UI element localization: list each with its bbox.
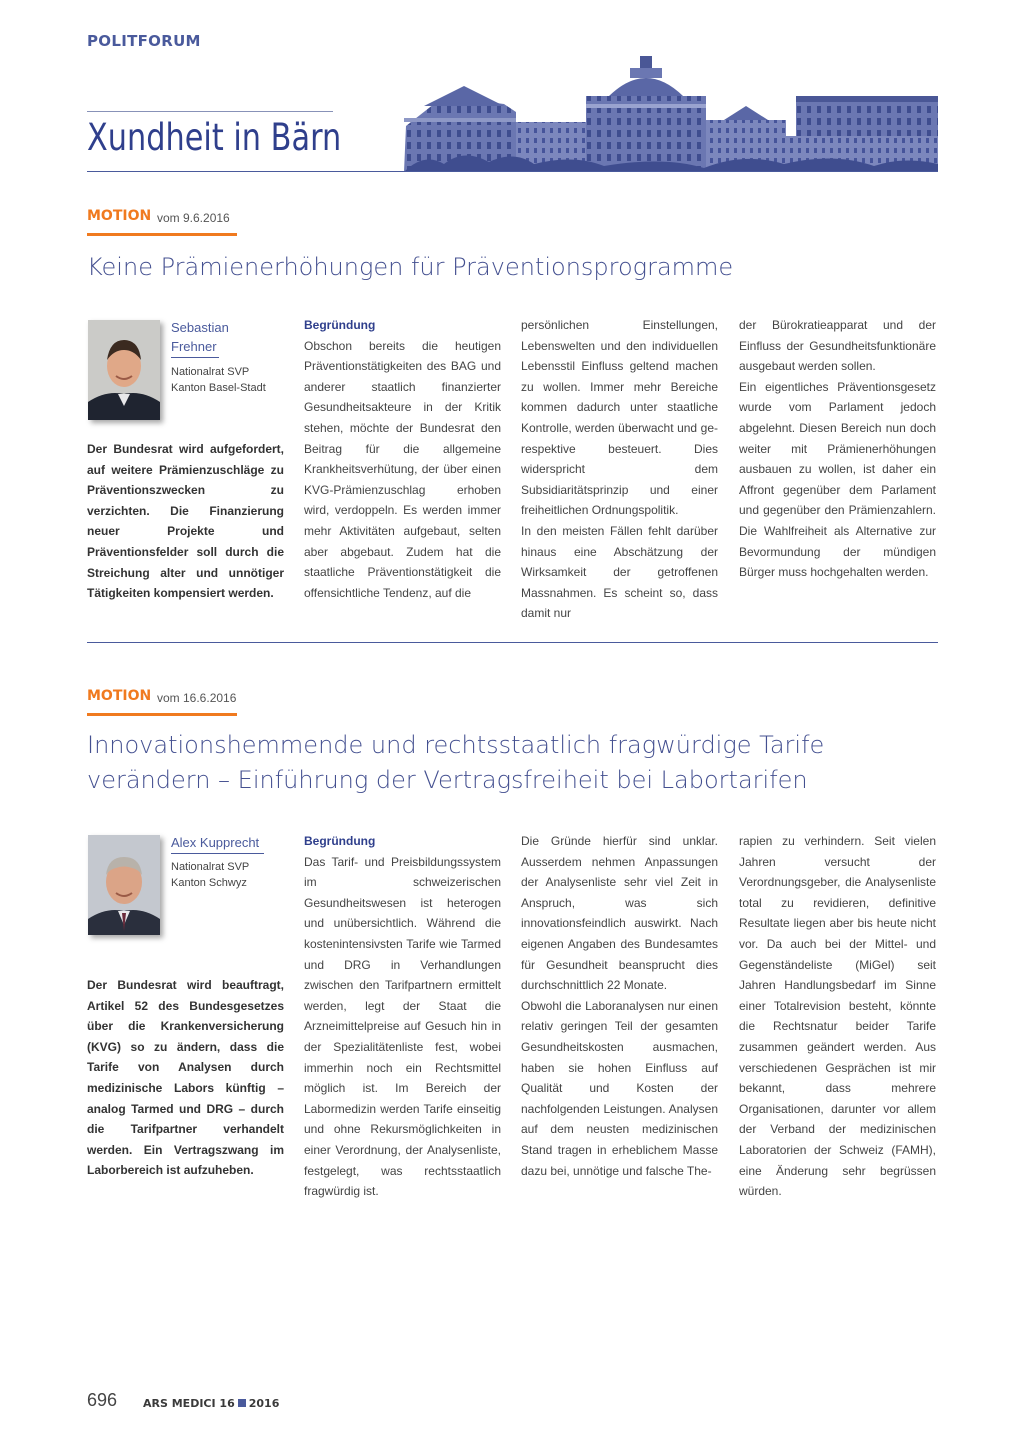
paragraph: rapien zu verhindern. Seit vielen Jahren versucht der Verordnungsgeber, die Analysenliste total zu revidieren, definitive Resultate liegen aber bis heute nicht vor. Da auch bei der Mittel- und Gegenständeliste (MiGel) seit Jahren Handlungsbedarf im Sinne einer Totalrevision besteht, könnte die Rechtsnatur beider Tarife zusammen geändert werden. Aus verschiedenen Gesprächen ist mir bekannt, dass mehrere Organisationen, darunter vor allem der Verband der medizinischen Laboratorien der Schweiz (FAMH), eine Änderung sehr begrüssen würden. — [739, 834, 936, 1199]
paragraph: In den meisten Fällen fehlt darüber hinaus eine Abschätzung der Wirksamkeit der getroffenen Massnahmen. Es scheint so, dass damit nur — [521, 523, 718, 621]
journal-issue: ARS MEDICI 16 2016 — [143, 1397, 280, 1410]
motion-tag: MOTION — [87, 688, 152, 704]
motion-underline — [87, 713, 237, 716]
text-column-3 — [739, 315, 936, 583]
paragraph: Obschon bereits die heutigen Präventionstätigkeiten des BAG und anderer staatlich finanzierter Gesundheitsakteure in der Kritik stehen, möchte der Bundesrat den Beitrag für die allgemeine Krankheitsverhütung, der über einen KVG-Prämienzuschlag erhoben wird, verdoppeln. Es werden immer mehr Aktivitäten aufgebaut, selten aber abgebaut. Zudem hat die staatliche Präventionstätigkeit die offensichtliche Tendenz, auf die — [304, 338, 501, 600]
motion-date: vom 9.6.2016 — [157, 211, 230, 225]
section-label: POLITFORUM — [87, 32, 201, 50]
motion-summary: Der Bundesrat wird beauftragt, Artikel 52 des Bundesgesetzes über die Krankenversicherung (KVG) so zu ändern, dass die Tarife von Analysen durch medizinische Labors künftig – analog Tarmed und DRG – durch die Tarifpartner verhandelt werden. Ein Vertragszwang im Laborbereich ist aufzuheben. — [87, 978, 284, 1178]
author-name: Alex Kupprecht — [171, 835, 260, 850]
page-title: Xundheit in Bärn — [87, 116, 342, 159]
headline-line: Innovationshemmende und rechtsstaatlich fragwürdige Tarife — [87, 731, 825, 759]
author-photo — [88, 835, 160, 935]
author-name-rule — [171, 357, 219, 358]
motion-headline — [87, 250, 733, 285]
author-name: Sebastian Frehner — [171, 320, 229, 354]
text-column-3 — [739, 831, 936, 1202]
text-column-2 — [521, 315, 718, 624]
motion-underline — [87, 233, 237, 236]
reason-heading: Begründung — [304, 318, 376, 332]
page-number: 696 — [87, 1390, 118, 1410]
motion-summary: Der Bundesrat wird aufgefordert, auf weitere Prämienzuschläge zu Präventionszwecken zu verzichten. Die Finanzierung neuer Projekte und Präventionsfelder soll durch die Streichung alter und unnötiger Tätigkeiten kompensiert werden. — [87, 442, 284, 601]
motion-headline — [87, 728, 824, 798]
headline-line: Keine Prämienerhöhungen für Präventionsprogramme — [87, 253, 734, 281]
text-column-2 — [521, 831, 718, 1181]
author-name-rule — [171, 853, 264, 854]
square-icon — [238, 1399, 246, 1407]
paragraph: persönlichen Einstellungen, Lebenswelten und den individuellen Lebensstil Einfluss geltend machen zu wollen. Immer mehr Bereiche kommen dadurch unter staatliche Kontrolle, werden überwacht und ge- respektive besteuert. Dies widerspricht dem Subsidiaritätsprinzip und einer freiheitlichen Ordnungspolitik. — [521, 318, 718, 518]
text-column-1 — [304, 315, 501, 603]
title-top-rule — [87, 111, 333, 112]
author-role: Nationalrat SVP Kanton Basel-Stadt — [171, 366, 266, 394]
federal-palace-skyline — [404, 56, 938, 172]
author-photo — [88, 320, 160, 420]
paragraph: Obwohl die Laboranalysen nur einen relativ geringen Teil der gesamten Gesundheitskosten ausmachen, haben sie hohen Einfluss auf Qualität und Kosten der nachfolgenden Leistungen. Analysen auf dem neusten medizinischen Stand tragen in erheblichem Masse dazu bei, unnötige und falsche The- — [521, 998, 718, 1178]
headline-line: verändern – Einführung der Vertragsfreiheit bei Labortarifen — [87, 766, 808, 794]
text-column-1 — [304, 831, 501, 1202]
paragraph: der Bürokratieapparat und der Einfluss der Gesundheitsfunktionäre ausgebaut werden sollen. — [739, 318, 936, 374]
reason-heading: Begründung — [304, 834, 376, 848]
author-role: Nationalrat SVP Kanton Schwyz — [171, 861, 250, 889]
paragraph: Ein eigentliches Präventionsgesetz wurde vom Parlament jedoch abgelehnt. Diesen Bereich nun doch weiter mit Prämienerhöhungen ausbauen zu wollen, ist daher ein Affront gegenüber dem Parlament und gegenüber den Prämienzahlern. Die Wahlfreiheit als Alternative zur Bevormundung der mündigen Bürger muss hochgehalten werden. — [739, 379, 936, 580]
paragraph: Das Tarif- und Preisbildungssystem im schweizerischen Gesundheitswesen ist heterogen und unübersichtlich. Während die kostenintensivsten Tarife wie Tarmed und DRG in Verhandlungen zwischen den Tarifpartnern ermittelt werden, legt der Staat die Arzneimittelpreise auf Gesuch hin in der Spezialitätenliste fest, wobei immerhin noch ein Rechtsmittel möglich ist. Im Bereich der Labormedizin werden Tarife einseitig und ohne Rekursmöglichkeiten in einer Verordnung, der Analysenliste, festgelegt, was rechtsstaatlich fragwürdig ist. — [304, 854, 501, 1199]
section-separator — [87, 642, 938, 643]
paragraph: Die Gründe hierfür sind unklar. Ausserdem nehmen Anpassungen der Analysenliste sehr viel Zeit in Anspruch, was sich innovationsfeindlich auswirkt. Nach eigenen Angaben des Bundesamtes für Gesundheit beansprucht dies durchschnittlich 22 Monate. — [521, 834, 718, 993]
motion-date: vom 16.6.2016 — [157, 691, 237, 705]
motion-tag: MOTION — [87, 208, 152, 224]
header-base-rule — [87, 171, 938, 172]
